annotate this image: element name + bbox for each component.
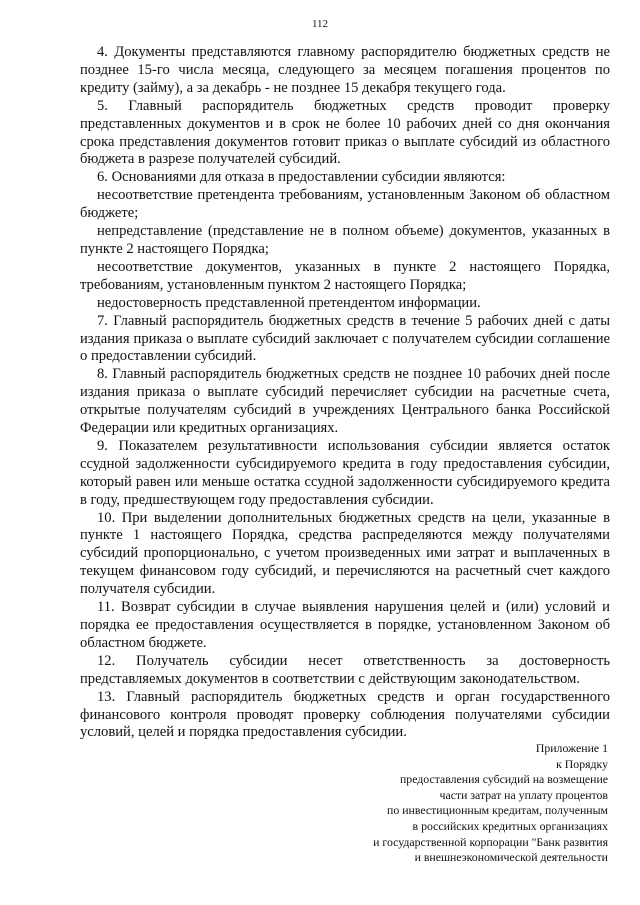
appendix-line: Приложение 1 bbox=[535, 741, 608, 755]
paragraph-6-refusal-grounds: 6. Основаниями для отказа в предоставлении субсидии являются: bbox=[97, 169, 506, 186]
paragraph-9-performance-indicator: 9. Показателем результативности использования субсидии является остаток ссудной задолженности субсидируемого кредита в году предоставления субсидии, который равен или меньше остатка ссудной задолженности субсидируемого кредита в году, предшествующем году предоставления субсидии. bbox=[80, 437, 610, 508]
document-body bbox=[80, 44, 610, 742]
page-number: 112 bbox=[311, 18, 329, 30]
appendix-header bbox=[308, 741, 608, 866]
paragraph-8-transfer: 8. Главный распорядитель бюджетных средств не позднее 10 рабочих дней после издания приказа о выплате субсидий перечисляет субсидии на расчетные счета, открытые получателям субсидий в учреждениях Центрального банка Российской Федерации или кредитных организациях. bbox=[80, 366, 610, 437]
paragraph-13-audit: 13. Главный распорядитель бюджетных средств и орган государственного финансового контроля проводят проверку соблюдения получателями субсидии условий, целей и порядка предоставления субсидии. bbox=[80, 688, 610, 741]
appendix-line: и государственной корпорации "Банк развития bbox=[373, 834, 608, 849]
appendix-line: к Порядку bbox=[556, 756, 608, 771]
appendix-line: по инвестиционным кредитам, полученным bbox=[387, 803, 608, 818]
appendix-line: части затрат на уплату процентов bbox=[439, 787, 608, 802]
paragraph-4-submission-deadline: 4. Документы представляются главному распорядителю бюджетных средств не позднее 15-го числа месяца, следующего за месяцем погашения процентов по кредиту (займу), а за декабрь - не позднее 15 декабря текущего года. bbox=[80, 44, 610, 96]
paragraph-5-document-review: 5. Главный распорядитель бюджетных средств проводит проверку представленных документов и в срок не более 10 рабочих дней со дня окончания срока представления документов готовит приказ о выплате субсидий из областного бюджета в разрезе получателей субсидий. bbox=[80, 97, 610, 168]
paragraph-10-additional-funds: 10. При выделении дополнительных бюджетных средств на цели, указанные в пункте 1 настоящего Порядка, средства распределяются между получателями субсидий пропорционально, с учетом произведенных ими затрат и выплаченных в текущем финансовом году субсидий, и перечисляются на расчетный счет каждого получателя субсидии. bbox=[80, 509, 610, 598]
appendix-line: и внешнеэкономической деятельности bbox=[414, 850, 608, 865]
refusal-ground-false-information: недостоверность представленной претендентом информации. bbox=[97, 294, 481, 311]
paragraph-7-agreement: 7. Главный распорядитель бюджетных средств в течение 5 рабочих дней с даты издания приказа о выплате субсидий заключает с получателем субсидии соглашение о предоставлении субсидий. bbox=[80, 312, 610, 365]
refusal-ground-noncompliance-applicant: несоответствие претендента требованиям, установленным Законом об областном бюджете; bbox=[80, 187, 610, 222]
appendix-line: предоставления субсидий на возмещение bbox=[399, 772, 608, 787]
refusal-ground-noncompliance-documents: несоответствие документов, указанных в пункте 2 настоящего Порядка, требованиям, установленным пунктом 2 настоящего Порядка; bbox=[80, 258, 610, 293]
paragraph-11-refund: 11. Возврат субсидии в случае выявления нарушения целей и (или) условий и порядка ее предоставления осуществляется в порядке, установленном Законом об областном бюджете. bbox=[80, 599, 610, 651]
refusal-ground-missing-documents: непредставление (представление не в полном объеме) документов, указанных в пункте 2 настоящего Порядка; bbox=[80, 223, 610, 257]
paragraph-12-responsibility: 12. Получатель субсидии несет ответственность за достоверность представляемых документов в соответствии с действующим законодательством. bbox=[80, 652, 610, 687]
appendix-line: в российских кредитных организациях bbox=[412, 818, 608, 833]
